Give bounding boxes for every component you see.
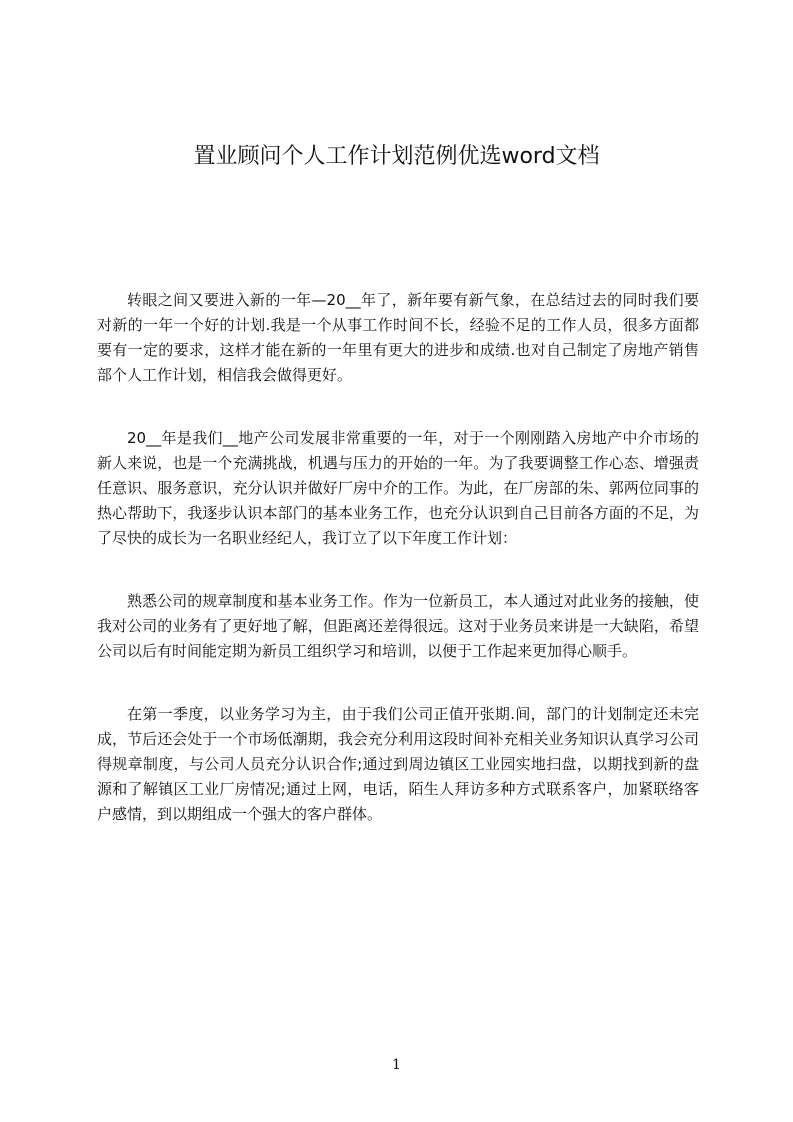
paragraph: 转眼之间又要进入新的一年—20__年了，新年要有新气象，在总结过去的同时我们要对新的一年一个好的计划.我是一个从事工作时间不长，经验不足的工作人员，很多方面都要有一定的要求，这样才能在新的一年里有更大的进步和成绩.也对自己制定了房地产销售部个人工作计划，相信我会做得更好。 [97, 291, 699, 384]
document-body [97, 288, 699, 865]
paragraph: 20__年是我们__地产公司发展非常重要的一年，对于一个刚刚踏入房地产中介市场的新人来说，也是一个充满挑战，机遇与压力的开始的一年。为了我要调整工作心态、增强责任意识、服务意识，充分认识并做好厂房中介的工作。为此，在厂房部的朱、郭两位同事的热心帮助下，我逐步认识本部门的基本业务工作，也充分认识到自己目前各方面的不足，为了尽快的成长为一名职业经纪人，我订立了以下年度工作计划： [97, 429, 699, 547]
paragraph: 熟悉公司的规章制度和基本业务工作。作为一位新员工，本人通过对此业务的接触，使我对公司的业务有了更好地了解，但距离还差得很远。这对于业务员来讲是一大缺陷，希望公司以后有时间能定期为新员工组织学习和培训，以便于工作起来更加得心顺手。 [97, 592, 699, 660]
document-title: 置业顾问个人工作计划范例优选word文档 [193, 144, 600, 169]
paragraph: 在第一季度，以业务学习为主，由于我们公司正值开张期.间，部门的计划制定还未完成，节后还会处于一个市场低潮期，我会充分利用这段时间补充相关业务知识认真学习公司得规章制度，与公司人员充分认识合作;通过到周边镇区工业园实地扫盘，以期找到新的盘源和了解镇区工业厂房情况;通过上网，电话，陌生人拜访多种方式联系客户，加紧联络客户感情，到以期组成一个强大的客户群体。 [97, 705, 699, 823]
page-number: 1 [392, 1057, 401, 1073]
